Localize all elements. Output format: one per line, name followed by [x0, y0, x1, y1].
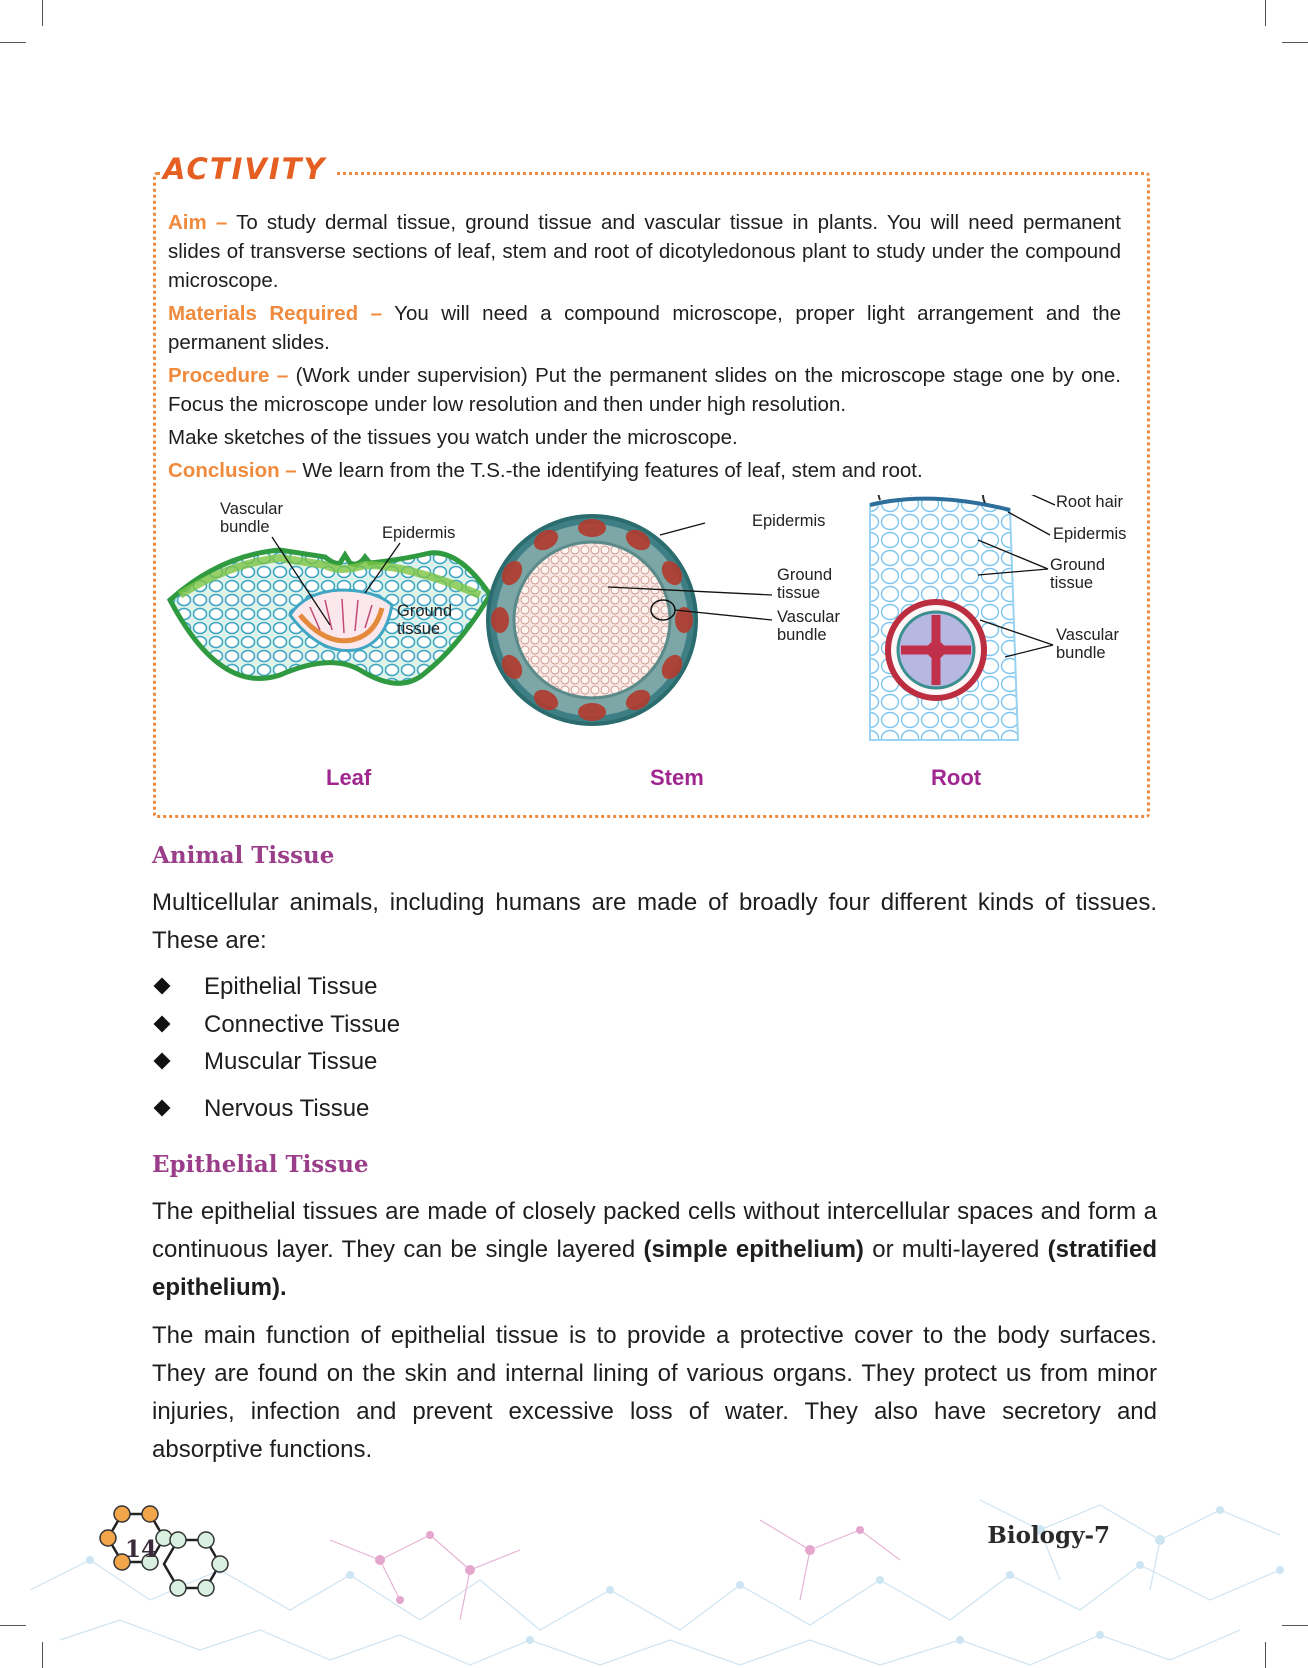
materials-paragraph	[168, 299, 1121, 357]
animal-tissue-heading: Animal Tissue	[152, 842, 335, 869]
crop-mark	[42, 0, 43, 26]
crop-mark	[1265, 0, 1266, 26]
root-label-ground: Ground	[1050, 556, 1106, 574]
stem-epidermis-pointer	[660, 523, 705, 535]
list-item-label: Epithelial Tissue	[204, 973, 378, 1000]
list-item-label: Connective Tissue	[204, 1011, 401, 1038]
stem-label-epidermis: Epidermis	[752, 512, 826, 530]
root-epidermis-pointer	[1008, 512, 1050, 535]
root-label-epidermis: Epidermis	[1053, 525, 1127, 543]
aim-paragraph	[168, 208, 1121, 295]
plant-tissue-figure	[160, 495, 1140, 805]
list-item	[152, 968, 400, 1006]
stratified-epithelium-term: (stratified epithelium).	[152, 1236, 1158, 1301]
animal-tissue-intro: Multicellular animals, including humans are made of broadly four different kinds of tissues. These are:	[152, 889, 1157, 954]
materials-label: Materials Required –	[168, 302, 383, 325]
epithelial-paragraph-2: The main function of epithelial tissue is to provide a protective cover to the body surfaces. They are found on the skin and internal lining of various organs. They protect us from minor injuries, infection and prevent excessive loss of water. They also have secretory and absorptive functions.	[152, 1322, 1157, 1463]
epithelial-p1-text: The epithelial tissues are made of closely packed cells without intercellular spaces and form a continuous layer. They can be single layered	[152, 1198, 1157, 1263]
simple-epithelium-term: (simple epithelium)	[643, 1236, 864, 1263]
aim-label: Aim –	[168, 211, 228, 234]
stem-label-vascular: Vascular	[777, 608, 840, 626]
plant-tissue-illustration	[160, 495, 1140, 805]
diamond-bullet-icon	[154, 1100, 171, 1117]
list-item	[152, 1090, 400, 1128]
leaf-label-ground: Ground	[397, 602, 453, 620]
activity-text	[168, 208, 1121, 489]
leaf-label-tissue: tissue	[397, 620, 441, 638]
leaf-caption: Leaf	[326, 765, 372, 790]
page-number: 14	[125, 1536, 158, 1563]
crop-mark	[0, 42, 26, 43]
procedure-text: (Work under supervision) Put the permanent slides on the microscope stage one by one. Focus the microscope under low resolution and then under high resolution.	[168, 364, 1121, 416]
root-label-bundle: bundle	[1056, 644, 1106, 662]
leaf-label-epidermis: Epidermis	[382, 524, 456, 542]
sketch-paragraph: Make sketches of the tissues you watch under the microscope.	[168, 426, 738, 449]
conclusion-text: We learn from the T.S.-the identifying features of leaf, stem and root.	[296, 459, 923, 482]
leaf-label-vascular: Vascular	[220, 500, 283, 518]
stem-caption: Stem	[650, 765, 704, 790]
stem-label-tissue: tissue	[777, 584, 821, 602]
book-title: Biology-7	[987, 1522, 1110, 1549]
conclusion-label: Conclusion –	[168, 459, 297, 482]
materials-text: You will need a compound microscope, proper light arrangement and the permanent slides.	[168, 302, 1122, 354]
list-item	[152, 1043, 400, 1090]
crop-mark	[1282, 42, 1308, 43]
tissue-type-list	[152, 968, 400, 1128]
root-hair-pointer	[1015, 495, 1055, 505]
diamond-bullet-icon	[154, 1053, 171, 1070]
list-item-label: Nervous Tissue	[204, 1095, 370, 1122]
diamond-bullet-icon	[154, 1016, 171, 1033]
root-label-root-hair: Root hair	[1056, 495, 1123, 511]
molecule-network-decoration	[0, 1480, 1308, 1668]
list-item-label: Muscular Tissue	[204, 1048, 378, 1075]
root-caption: Root	[931, 765, 982, 790]
activity-title: ACTIVITY	[163, 152, 336, 186]
procedure-paragraph	[168, 361, 1121, 419]
stem-label-bundle: bundle	[777, 626, 827, 644]
root-label-vascular: Vascular	[1056, 626, 1119, 644]
procedure-label: Procedure –	[168, 364, 289, 387]
list-item	[152, 1006, 400, 1043]
stem-cross-section	[488, 516, 696, 724]
leaf-label-bundle: bundle	[220, 518, 270, 536]
epithelial-tissue-heading: Epithelial Tissue	[152, 1151, 369, 1178]
epithelial-p1-text: or multi-layered	[863, 1236, 1048, 1263]
conclusion-paragraph	[168, 456, 1121, 485]
stem-label-ground: Ground	[777, 566, 833, 584]
aim-text: To study dermal tissue, ground tissue and vascular tissue in plants. You will need permanent slides of transverse sections of leaf, stem and root of dicotyledonous plant to study under the compound microscope.	[168, 211, 1121, 292]
root-cross-section	[870, 495, 1018, 740]
root-label-tissue: tissue	[1050, 574, 1094, 592]
epithelial-paragraph-1	[152, 1193, 1157, 1307]
diamond-bullet-icon	[154, 978, 171, 995]
